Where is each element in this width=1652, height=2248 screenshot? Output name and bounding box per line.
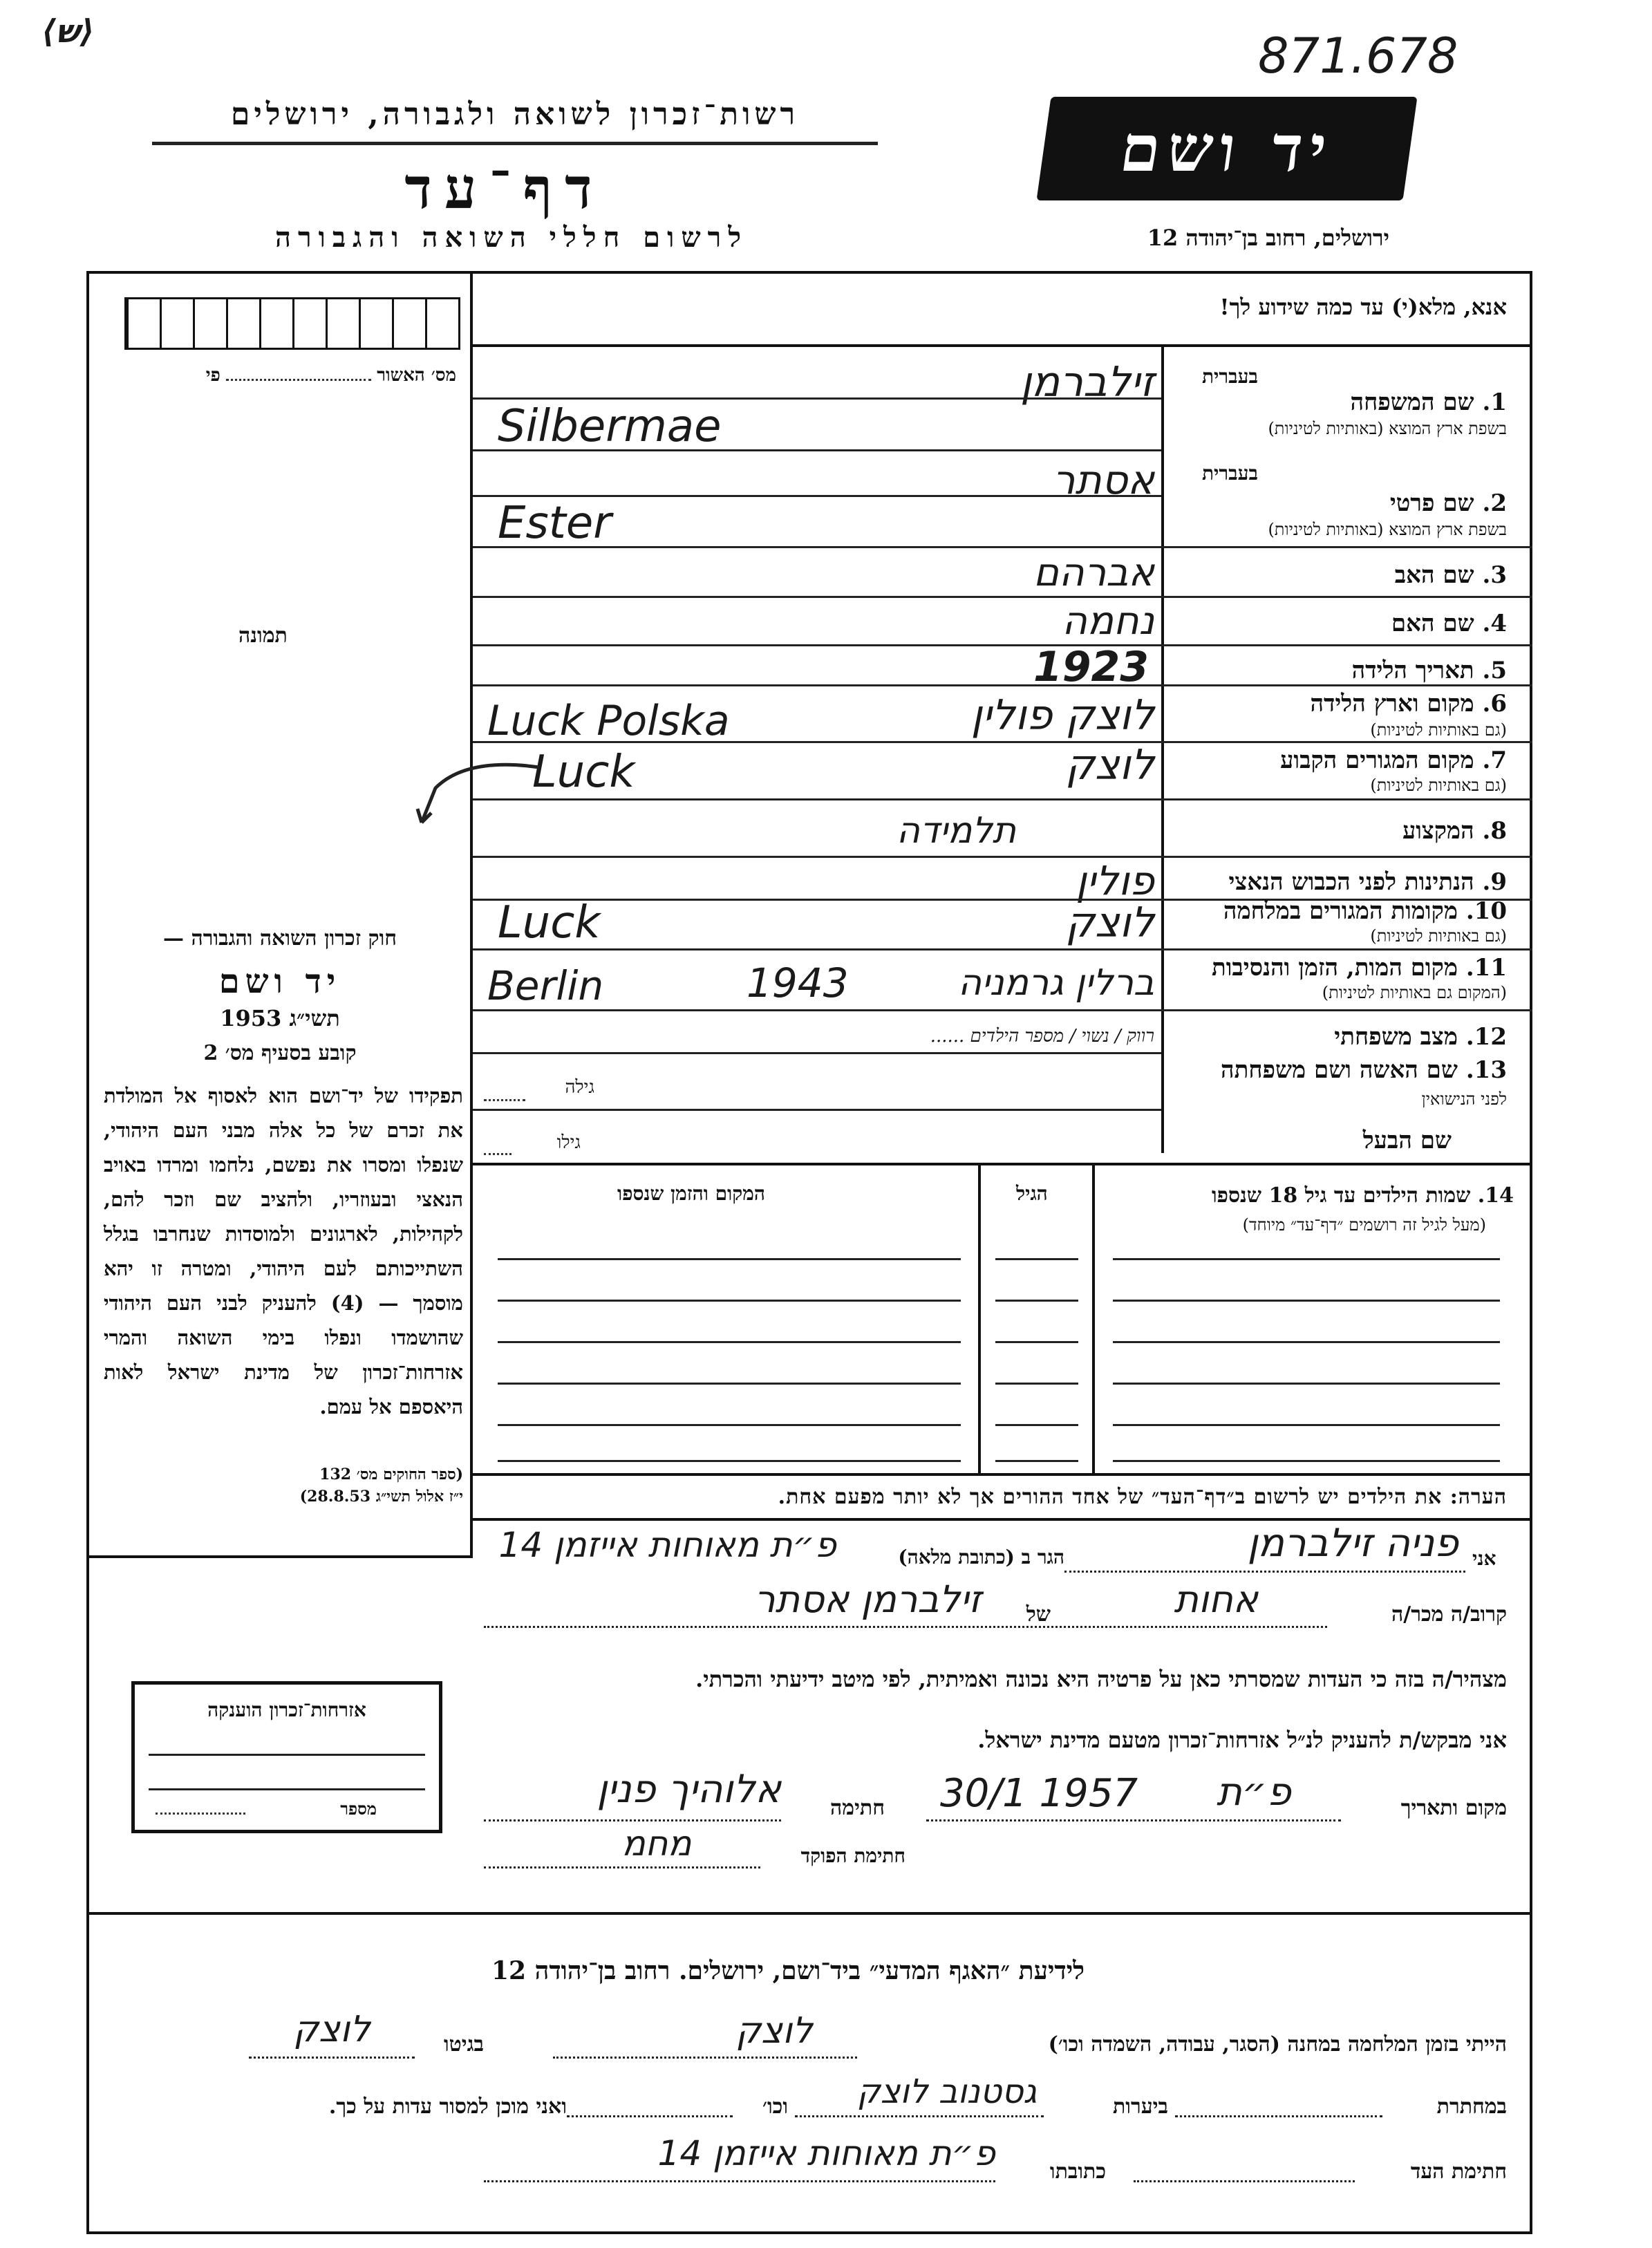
field-5-text: תאריך הלידה xyxy=(1351,657,1474,684)
declaration-text: מצהיר/ה בזה כי העדות שמסרתי כאן על פרטיה היא נכונה ואמיתית, לפי מיטב ידיעתי והכרתי. xyxy=(695,1666,1507,1692)
field-6-label xyxy=(1175,690,1507,718)
approval-row xyxy=(124,365,456,386)
law-heading: חוק זכרון השואה והגבורה — xyxy=(163,926,397,950)
field-9-label xyxy=(1175,868,1507,896)
approval-number-boxes xyxy=(124,297,460,350)
field-11-num: 11. xyxy=(1465,954,1507,982)
children-row[interactable] xyxy=(1113,1383,1500,1385)
field-3-label xyxy=(1175,561,1507,589)
children-header-age: הגיל xyxy=(1016,1182,1048,1205)
witness-address-line xyxy=(484,2180,995,2182)
field-8-label xyxy=(1175,817,1507,845)
children-col-2 xyxy=(1092,1165,1095,1473)
witness-address-label: כתובתו xyxy=(1049,2160,1106,2184)
field-12-value[interactable]: רווק / נשוי / מספר הילדים ...... xyxy=(930,1026,1154,1047)
children-top-rule xyxy=(473,1163,1532,1165)
citizenship-number-label: מספר xyxy=(340,1799,377,1819)
photo-label: תמונה xyxy=(238,624,288,648)
citizenship-line[interactable] xyxy=(149,1788,425,1790)
approval-field[interactable] xyxy=(226,379,371,381)
field-11-text: מקום המות, הזמן והנסיבות xyxy=(1211,954,1458,982)
approval-prefix: פי xyxy=(205,365,220,386)
field-3-num: 3. xyxy=(1482,561,1507,589)
field-13-age-field[interactable] xyxy=(484,1099,525,1101)
etc-label: וכו׳ xyxy=(762,2095,788,2119)
field-5-label xyxy=(1175,657,1507,684)
field-2-sub: בשפת ארץ המוצא (באותיות לטיניות) xyxy=(1268,520,1507,539)
field-7-label xyxy=(1175,747,1507,774)
signature-line xyxy=(484,1819,781,1821)
war-label: הייתי בזמן המלחמה במחנה (הסגר, עבודה, השמדה וכו׳) xyxy=(1048,2032,1507,2057)
officer-line xyxy=(484,1866,760,1868)
left-column-border xyxy=(470,271,473,1557)
left-column-bottom xyxy=(86,1555,473,1558)
yad-vashem-logo xyxy=(1036,97,1417,200)
children-row[interactable] xyxy=(498,1300,961,1302)
field-7-hebrew-value[interactable]: לוצק xyxy=(1065,741,1154,789)
ready-text: ואני מוכן למסור עדות על כך. xyxy=(328,2095,567,2119)
ghetto-line xyxy=(249,2057,415,2059)
of-name[interactable]: זילברמן אסתר xyxy=(754,1577,982,1621)
form-top-rule xyxy=(473,344,1532,347)
children-row[interactable] xyxy=(1113,1460,1500,1462)
children-row[interactable] xyxy=(498,1341,961,1343)
field-4-num: 4. xyxy=(1482,610,1507,637)
field-13-label xyxy=(1175,1056,1507,1084)
logo-text: יד ושם xyxy=(1116,111,1338,186)
field-1-hebrew-label: בעברית xyxy=(1201,365,1258,388)
field-11-hebrew-value[interactable]: ברלין גרמניה xyxy=(958,962,1154,1004)
field-8-value[interactable]: תלמידה xyxy=(896,810,1016,852)
archive-number: 871.678 xyxy=(1258,28,1458,84)
row-rule xyxy=(473,596,1532,598)
field-10-text: מקומות המגורים במלחמה xyxy=(1223,897,1458,925)
ghetto-label: בגיטו xyxy=(443,2032,484,2057)
field-10-num: 10. xyxy=(1465,897,1507,925)
children-row[interactable] xyxy=(498,1424,961,1426)
husband-label: שם הבעל xyxy=(1362,1127,1452,1154)
children-header-place: המקום והזמן שנספו xyxy=(617,1182,765,1205)
children-col-1 xyxy=(978,1165,981,1473)
citizenship-number-field[interactable] xyxy=(156,1813,245,1815)
witness-address-value[interactable]: פ״ת מאוחות אייזמן 14 xyxy=(657,2133,995,2173)
children-row[interactable] xyxy=(498,1460,961,1462)
ghetto-value[interactable]: לוצק xyxy=(293,2009,370,2050)
bottom-title: לידיעת ״האגף המדעי״ ביד־ושם, ירושלים. רחוב בן־יהודה 12 xyxy=(491,1956,1085,1985)
field-12-text: מצב משפחתי xyxy=(1334,1023,1458,1051)
row-rule xyxy=(473,1009,1532,1011)
field-1-num: 1. xyxy=(1482,388,1507,416)
field-6-hebrew-value[interactable]: לוצק פולין xyxy=(970,691,1154,740)
witness-name[interactable]: פניה זילברמן xyxy=(1247,1521,1458,1566)
hiding-line[interactable] xyxy=(1175,2115,1382,2117)
form-subtitle: לרשום חללי השואה והגבורה xyxy=(274,221,749,254)
husband-age-field[interactable] xyxy=(484,1153,511,1155)
field-1-sub: בשפת ארץ המוצא (באותיות לטיניות) xyxy=(1268,419,1507,438)
children-row[interactable] xyxy=(995,1258,1078,1260)
field-2-latin-value[interactable]: Ester xyxy=(498,498,612,549)
field-4-label xyxy=(1175,610,1507,637)
field-12-label xyxy=(1175,1023,1507,1051)
witness-signature-label: חתימת העד xyxy=(1410,2160,1507,2184)
field-1-text: שם המשפחה xyxy=(1350,388,1474,416)
witness-address[interactable]: פ״ת מאוחות אייזמן 14 xyxy=(498,1525,836,1565)
arrow-mark xyxy=(408,747,546,830)
field-7-latin-value[interactable]: Luck xyxy=(532,747,635,798)
field-6-text: מקום וארץ הלידה xyxy=(1310,690,1474,718)
children-row[interactable] xyxy=(498,1258,961,1260)
citizenship-title: אזרחות־זכרון הוענקה xyxy=(207,1698,366,1721)
date-value[interactable]: 30/1 1957 xyxy=(940,1771,1138,1816)
field-5-value[interactable]: 1923 xyxy=(1033,643,1149,691)
citizenship-box xyxy=(131,1681,442,1833)
camp-line xyxy=(553,2057,857,2059)
row-rule xyxy=(473,546,1532,548)
field-11-sub: (המקום גם באותיות לטיניות) xyxy=(1322,983,1507,1002)
institution-name: רשות־זכרון לשואה ולגבורה, ירושלים xyxy=(230,97,800,132)
field-1-label xyxy=(1175,388,1507,416)
law-ref-1: (ספר החוקים מס׳ 132 xyxy=(319,1465,463,1483)
children-row[interactable] xyxy=(995,1424,1078,1426)
relation-line xyxy=(484,1626,1327,1628)
field-12-num: 12. xyxy=(1465,1023,1507,1051)
field-13-age-label: גילה xyxy=(565,1077,594,1098)
field-11-year[interactable]: 1943 xyxy=(747,959,849,1006)
relation-value[interactable]: אחות xyxy=(1174,1577,1258,1621)
row-rule xyxy=(473,644,1532,646)
field-8-text: המקצוע xyxy=(1402,817,1474,845)
field-2-text: שם פרטי xyxy=(1389,489,1474,517)
field-10-sub: (גם באותיות לטיניות) xyxy=(1370,926,1507,946)
intro-request: אנא, מלא(י) עד כמה שידוע לך! xyxy=(1219,294,1507,320)
field-6-latin-value[interactable]: Luck Polska xyxy=(487,697,730,745)
forest-line xyxy=(795,2115,1044,2117)
law-clause: קובע בסעיף מס׳ 2 xyxy=(203,1041,357,1065)
field-3-value[interactable]: אברהם xyxy=(1033,550,1154,595)
officer-label: חתימת הפוקד xyxy=(800,1844,905,1867)
field-10-hebrew-value[interactable]: לוצק xyxy=(1065,899,1154,947)
field-2-num: 2. xyxy=(1482,489,1507,517)
date-line xyxy=(926,1819,1341,1821)
husband-age-label: גילו xyxy=(556,1132,581,1153)
camp-value[interactable]: לוצק xyxy=(735,2010,813,2052)
children-row[interactable] xyxy=(1113,1300,1500,1302)
children-note: הערה: את הילדים יש לרשום ב״דף־העד״ של אחד ההורים אך לא יותר מפעם אחת. xyxy=(778,1485,1507,1509)
field-9-value[interactable]: פולין xyxy=(1076,857,1154,904)
children-row[interactable] xyxy=(995,1341,1078,1343)
field-4-value[interactable]: נחמה xyxy=(1062,599,1154,644)
field-2-hebrew-label: בעברית xyxy=(1201,462,1258,485)
field-1-latin-value[interactable]: Silbermae xyxy=(498,401,722,452)
field-1-hebrew-value[interactable]: זילברמן xyxy=(1020,358,1154,406)
row-rule xyxy=(473,495,1161,497)
law-ref-2: י״ז אלול תשי״ג 28.8.53) xyxy=(299,1488,463,1506)
relation-label: קרוב/ה מכר/ה xyxy=(1391,1602,1507,1627)
witness-ani: אני xyxy=(1472,1547,1496,1570)
field-6-sub: (גם באותיות לטיניות) xyxy=(1370,720,1507,740)
field-11-label xyxy=(1175,954,1507,982)
law-name: יד ושם xyxy=(218,962,341,1001)
field-7-num: 7. xyxy=(1482,747,1507,774)
field-7-text: מקום המגורים הקבוע xyxy=(1280,747,1474,774)
children-row[interactable] xyxy=(498,1383,961,1385)
forest-label: ביערות xyxy=(1112,2095,1168,2119)
field-11-latin-value[interactable]: Berlin xyxy=(487,962,604,1009)
children-row[interactable] xyxy=(995,1300,1078,1302)
field-7-sub: (גם באותיות לטיניות) xyxy=(1370,776,1507,795)
children-row[interactable] xyxy=(1113,1341,1500,1343)
field-3-text: שם האב xyxy=(1394,561,1474,589)
institution-underline xyxy=(152,142,878,145)
law-text: תפקידו של יד־ושם הוא לאסוף אל המולדת את זכרם של כל אלה מבני העם היהודי, שנפלו ומסרו את נפשם, נלחמו ומרדו באויב הנאצי ובעוזריו, ולהציב שם וזכר להם, לקהילות, לארגונים ולמוסדות שנחרבו בגלל השתייכותם לעם היהודי, ומטרה זו יהא מוסמך — (4) להעניק לבני העם היהודי שהושמדו ונפלו בימי השואה והמרי אזרחות־זכרון של מדינת ישראל לאות היאספם אל עמם. xyxy=(104,1084,463,1418)
children-header-note: (מעל לגיל זה רושמים ״דף־עד״ מיוחד) xyxy=(1242,1215,1486,1235)
place-date-label: מקום ותאריך xyxy=(1400,1796,1507,1820)
label-column-border xyxy=(1161,344,1164,1153)
form-title: דף־עד xyxy=(404,156,605,222)
place-value[interactable]: פ״ת xyxy=(1217,1770,1291,1815)
witness-resides-label: הגר ב (כתובת מלאה) xyxy=(898,1546,1064,1568)
row-rule xyxy=(473,449,1161,451)
field-8-num: 8. xyxy=(1482,817,1507,845)
approval-label: מס׳ האשור xyxy=(377,365,456,386)
note-top-rule xyxy=(473,1473,1532,1476)
row-rule xyxy=(473,1052,1161,1054)
field-9-num: 9. xyxy=(1482,868,1507,896)
witness-signature-line[interactable] xyxy=(1134,2180,1355,2182)
citizenship-line[interactable] xyxy=(149,1754,425,1756)
children-row[interactable] xyxy=(995,1460,1078,1462)
row-rule xyxy=(473,1109,1161,1111)
field-2-hebrew-value[interactable]: אסתר xyxy=(1052,456,1154,503)
field-10-label xyxy=(1175,897,1507,925)
field-10-latin-value[interactable]: Luck xyxy=(498,897,601,948)
officer-signature[interactable]: מחמ xyxy=(621,1824,692,1864)
etc-line[interactable] xyxy=(567,2115,733,2117)
field-9-text: הנתינות לפני הכבוש הנאצי xyxy=(1228,868,1474,896)
corner-mark: ⟨ש⟩ xyxy=(41,12,95,50)
children-row[interactable] xyxy=(995,1383,1078,1385)
row-rule xyxy=(473,397,1161,400)
address: ירושלים, רחוב בן־יהודה 12 xyxy=(1147,225,1389,251)
field-13-text: שם האשה ושם משפחתה xyxy=(1221,1056,1458,1084)
of-label: של xyxy=(1026,1602,1051,1627)
bottom-section-rule xyxy=(86,1912,1532,1915)
row-rule xyxy=(473,684,1532,686)
children-header-names: 14. שמות הילדים עד גיל 18 שנספו xyxy=(1211,1183,1514,1208)
field-6-num: 6. xyxy=(1482,690,1507,718)
row-rule xyxy=(473,948,1532,950)
signature-label: חתימה xyxy=(830,1796,885,1820)
witness-name-line xyxy=(1064,1571,1465,1573)
law-year: תשי״ג 1953 xyxy=(220,1005,340,1031)
forest-value[interactable]: גסטנוב לוצק xyxy=(856,2072,1037,2111)
row-rule xyxy=(473,798,1532,800)
hiding-label: במחתרת xyxy=(1436,2095,1507,2119)
field-5-num: 5. xyxy=(1482,657,1507,684)
field-4-text: שם האם xyxy=(1391,610,1474,637)
field-2-label xyxy=(1175,489,1507,517)
children-row[interactable] xyxy=(1113,1258,1500,1260)
request-text: אני מבקש/ת להעניק לנ״ל אזרחות־זכרון מטעם מדינת ישראל. xyxy=(977,1727,1507,1753)
children-row[interactable] xyxy=(1113,1424,1500,1426)
field-13-num: 13. xyxy=(1465,1056,1507,1084)
signature-value[interactable]: אלוהיך פנין xyxy=(597,1767,781,1812)
field-13-sub: לפני הנישואין xyxy=(1421,1089,1507,1109)
